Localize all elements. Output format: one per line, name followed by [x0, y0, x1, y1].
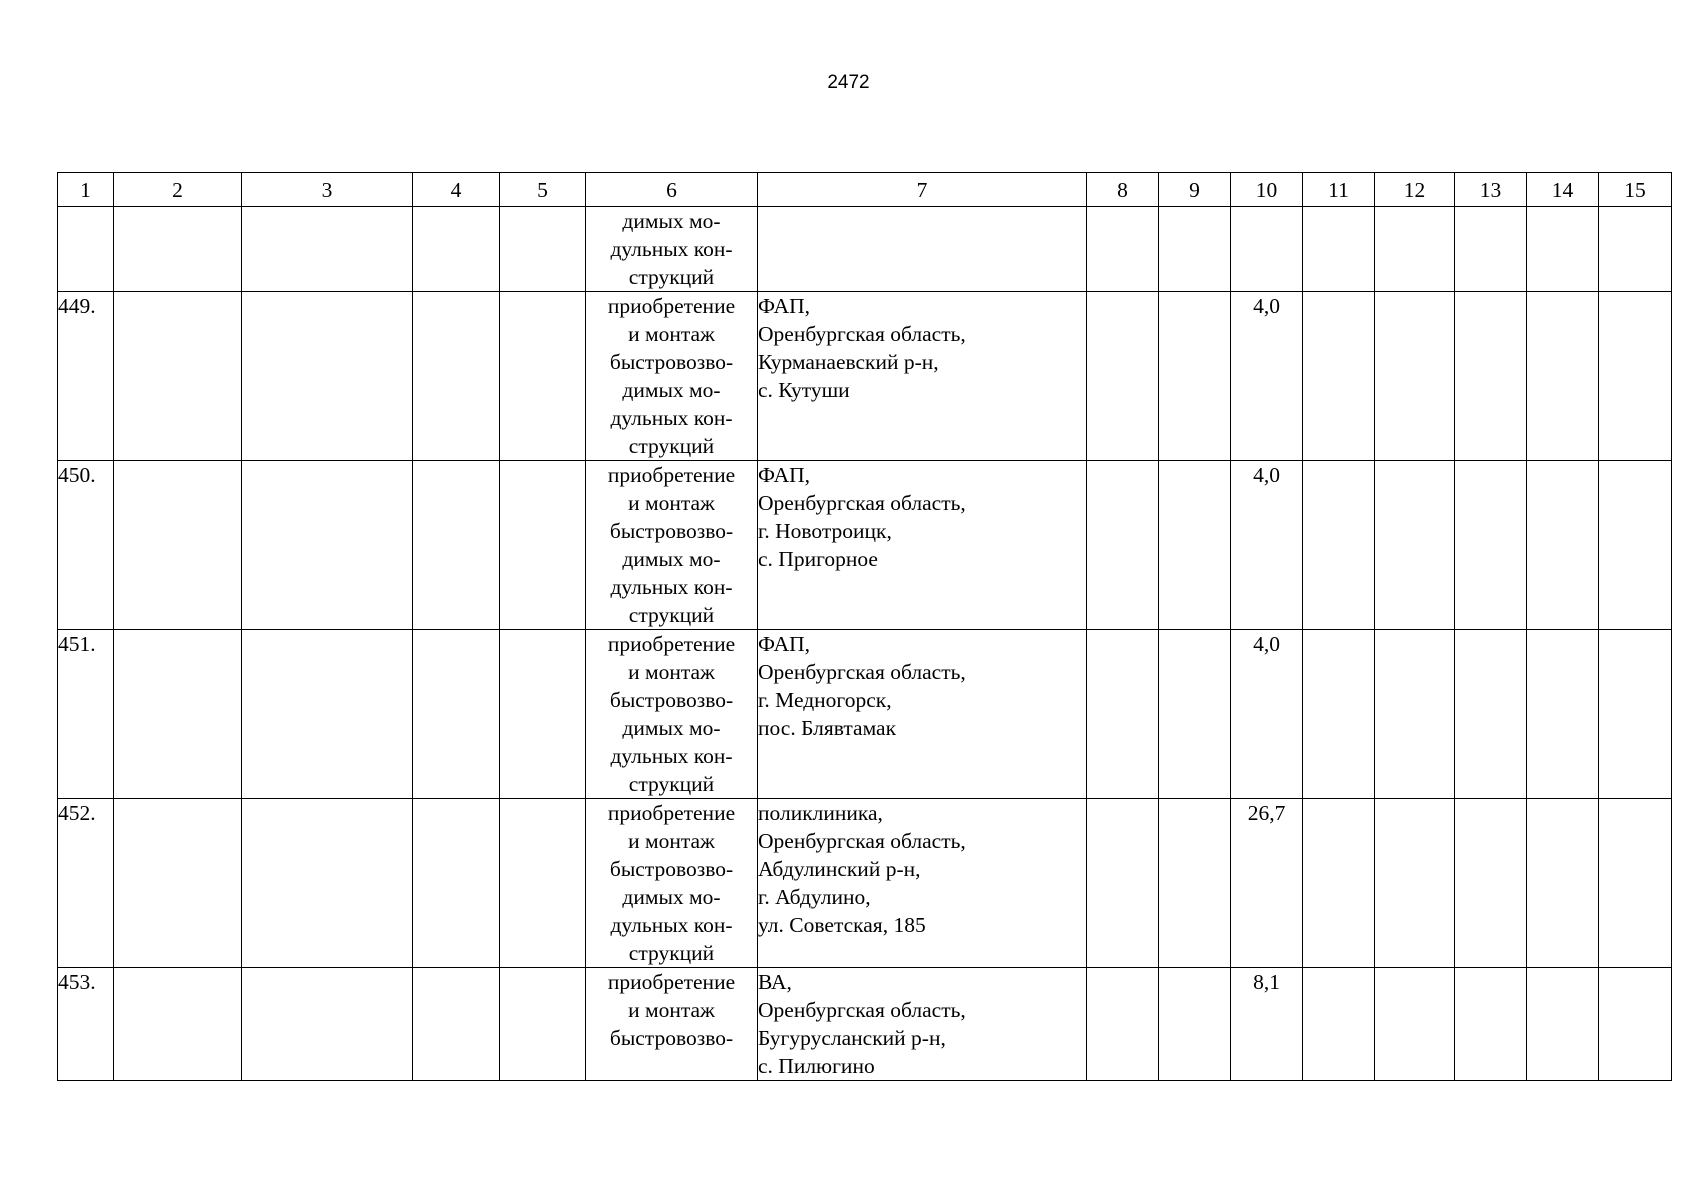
value-cell: 4,0: [1231, 630, 1303, 799]
empty-cell: [500, 630, 586, 799]
value-cell: 8,1: [1231, 968, 1303, 1081]
column-header: 6: [586, 173, 758, 207]
empty-cell: [1375, 292, 1455, 461]
table-row: [58, 292, 1672, 461]
table-row: [58, 461, 1672, 630]
empty-cell: [413, 292, 500, 461]
object-location-cell: [758, 292, 1087, 461]
work-type-line: струкций: [628, 772, 715, 796]
work-type-line: дульных кон-: [610, 744, 733, 768]
page-number: 2472: [827, 72, 870, 93]
empty-cell: [114, 461, 242, 630]
work-type-line: быстровозво-: [609, 857, 734, 881]
empty-cell: [1159, 207, 1231, 292]
work-type-cell: [586, 461, 758, 630]
column-header: 14: [1527, 173, 1599, 207]
column-header: 1: [58, 173, 114, 207]
empty-cell: [1303, 292, 1375, 461]
object-location-line: г. Абдулино,: [758, 885, 871, 909]
work-type-line: приобретение: [607, 294, 736, 318]
empty-cell: [1455, 461, 1527, 630]
work-type-line: и монтаж: [628, 660, 715, 684]
value-cell: 4,0: [1231, 461, 1303, 630]
empty-cell: [242, 630, 413, 799]
object-location-line: г. Новотроицк,: [758, 519, 892, 543]
work-type-cell: [586, 207, 758, 292]
value-cell: 4,0: [1231, 292, 1303, 461]
empty-cell: [1455, 292, 1527, 461]
empty-cell: [1087, 630, 1159, 799]
work-type-line: и монтаж: [628, 322, 715, 346]
empty-cell: [114, 968, 242, 1081]
work-type-line: струкций: [628, 434, 715, 458]
table-row: [58, 799, 1672, 968]
empty-cell: [500, 968, 586, 1081]
object-location-line: с. Кутуши: [758, 378, 850, 402]
object-location-line: поликлиника,: [758, 801, 883, 825]
work-type-line: дульных кон-: [610, 237, 733, 261]
empty-cell: [1087, 207, 1159, 292]
table-row: [58, 630, 1672, 799]
work-type-cell: [586, 799, 758, 968]
work-type-line: димых мо-: [622, 209, 721, 233]
object-location-line: г. Медногорск,: [758, 688, 892, 712]
work-type-cell: [586, 630, 758, 799]
empty-cell: [1527, 968, 1599, 1081]
object-location-cell: [758, 799, 1087, 968]
work-type-line: дульных кон-: [610, 913, 733, 937]
empty-cell: [413, 630, 500, 799]
empty-cell: [1375, 799, 1455, 968]
empty-cell: [1599, 630, 1672, 799]
empty-cell: [1599, 968, 1672, 1081]
work-type-line: струкций: [628, 265, 715, 289]
work-type-cell: [586, 968, 758, 1081]
row-number-cell: 453.: [58, 968, 114, 1081]
work-type-line: димых мо-: [622, 547, 721, 571]
value-cell: 26,7: [1231, 799, 1303, 968]
empty-cell: [500, 207, 586, 292]
header-row: [58, 173, 1672, 207]
empty-cell: [1527, 292, 1599, 461]
empty-cell: [1527, 461, 1599, 630]
empty-cell: [413, 461, 500, 630]
empty-cell: [114, 630, 242, 799]
empty-cell: [242, 292, 413, 461]
empty-cell: [413, 968, 500, 1081]
empty-cell: [1375, 461, 1455, 630]
work-type-line: быстровозво-: [609, 688, 734, 712]
column-header: 4: [413, 173, 500, 207]
value-cell: [1231, 207, 1303, 292]
empty-cell: [1375, 968, 1455, 1081]
empty-cell: [1087, 292, 1159, 461]
empty-cell: [1159, 630, 1231, 799]
empty-cell: [1455, 968, 1527, 1081]
row-number-cell: [58, 207, 114, 292]
work-type-line: приобретение: [607, 801, 736, 825]
empty-cell: [500, 799, 586, 968]
object-location-cell: [758, 968, 1087, 1081]
object-location-cell: [758, 207, 1087, 292]
work-type-cell: [586, 292, 758, 461]
empty-cell: [413, 799, 500, 968]
object-location-line: Оренбургская область,: [758, 998, 966, 1022]
object-location-line: ВА,: [758, 970, 792, 994]
object-location-line: Оренбургская область,: [758, 322, 966, 346]
object-location-line: с. Пилюгино: [758, 1054, 875, 1078]
work-type-line: дульных кон-: [610, 575, 733, 599]
table-row: [58, 968, 1672, 1081]
empty-cell: [500, 461, 586, 630]
object-location-line: ФАП,: [758, 463, 811, 487]
work-type-line: димых мо-: [622, 716, 721, 740]
column-header: 15: [1599, 173, 1672, 207]
empty-cell: [1599, 799, 1672, 968]
object-location-line: ФАП,: [758, 294, 811, 318]
object-location-line: Абдулинский р-н,: [758, 857, 921, 881]
empty-cell: [114, 292, 242, 461]
empty-cell: [1303, 968, 1375, 1081]
object-location-cell: [758, 461, 1087, 630]
empty-cell: [1599, 292, 1672, 461]
work-type-line: приобретение: [607, 632, 736, 656]
row-number-cell: 451.: [58, 630, 114, 799]
column-header: 13: [1455, 173, 1527, 207]
object-location-line: Курманаевский р-н,: [758, 350, 939, 374]
work-type-line: и монтаж: [628, 829, 715, 853]
empty-cell: [114, 799, 242, 968]
column-header: 12: [1375, 173, 1455, 207]
work-type-line: быстровозво-: [609, 1026, 734, 1050]
empty-cell: [1375, 630, 1455, 799]
object-location-line: Бугурусланский р-н,: [758, 1026, 946, 1050]
empty-cell: [1599, 207, 1672, 292]
empty-cell: [1455, 207, 1527, 292]
empty-cell: [1303, 799, 1375, 968]
empty-cell: [1159, 292, 1231, 461]
empty-cell: [1159, 461, 1231, 630]
object-location-line: Оренбургская область,: [758, 829, 966, 853]
empty-cell: [242, 799, 413, 968]
empty-cell: [114, 207, 242, 292]
empty-cell: [1303, 630, 1375, 799]
work-type-line: дульных кон-: [610, 406, 733, 430]
row-number-cell: 450.: [58, 461, 114, 630]
work-type-line: быстровозво-: [609, 519, 734, 543]
column-header: 11: [1303, 173, 1375, 207]
empty-cell: [242, 207, 413, 292]
empty-cell: [500, 292, 586, 461]
table-row: [58, 207, 1672, 292]
object-location-cell: [758, 630, 1087, 799]
column-header: 5: [500, 173, 586, 207]
object-location-line: пос. Блявтамак: [758, 716, 897, 740]
work-type-line: струкций: [628, 941, 715, 965]
column-header: 3: [242, 173, 413, 207]
work-type-line: димых мо-: [622, 378, 721, 402]
empty-cell: [413, 207, 500, 292]
row-number-cell: 449.: [58, 292, 114, 461]
column-header: 7: [758, 173, 1087, 207]
work-type-line: быстровозво-: [609, 350, 734, 374]
object-location-line: с. Пригорное: [758, 547, 878, 571]
empty-cell: [1527, 799, 1599, 968]
work-type-line: приобретение: [607, 970, 736, 994]
empty-cell: [1159, 968, 1231, 1081]
empty-cell: [1159, 799, 1231, 968]
object-location-line: ул. Советская, 185: [758, 913, 926, 937]
empty-cell: [1527, 207, 1599, 292]
work-type-line: и монтаж: [628, 491, 715, 515]
work-type-line: приобретение: [607, 463, 736, 487]
empty-cell: [1375, 207, 1455, 292]
column-header: 10: [1231, 173, 1303, 207]
work-type-line: и монтаж: [628, 998, 715, 1022]
empty-cell: [1303, 207, 1375, 292]
object-location-line: ФАП,: [758, 632, 811, 656]
empty-cell: [242, 968, 413, 1081]
empty-cell: [1087, 968, 1159, 1081]
empty-cell: [1087, 461, 1159, 630]
row-number-cell: 452.: [58, 799, 114, 968]
object-location-line: Оренбургская область,: [758, 660, 966, 684]
empty-cell: [1087, 799, 1159, 968]
empty-cell: [1303, 461, 1375, 630]
object-location-line: Оренбургская область,: [758, 491, 966, 515]
empty-cell: [242, 461, 413, 630]
empty-cell: [1599, 461, 1672, 630]
column-header: 2: [114, 173, 242, 207]
column-header: 8: [1087, 173, 1159, 207]
empty-cell: [1455, 630, 1527, 799]
column-header: 9: [1159, 173, 1231, 207]
empty-cell: [1527, 630, 1599, 799]
work-type-line: димых мо-: [622, 885, 721, 909]
empty-cell: [1455, 799, 1527, 968]
work-type-line: струкций: [628, 603, 715, 627]
data-table: [57, 172, 1672, 1081]
